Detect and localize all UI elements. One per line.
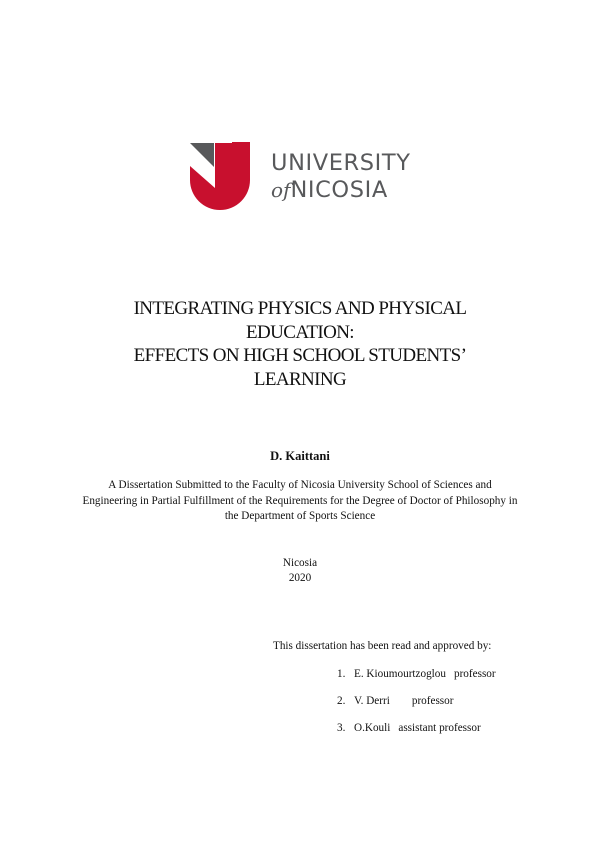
committee-number: 3. xyxy=(337,722,346,734)
committee-member xyxy=(337,668,496,695)
university-logo xyxy=(190,140,420,215)
committee-member-title: professor xyxy=(411,695,454,707)
logo-wordmark xyxy=(271,152,411,201)
logo-second-line xyxy=(271,176,411,203)
approval-statement: This dissertation has been read and approved by: xyxy=(273,640,492,652)
committee-member-name: O.Kouli xyxy=(354,722,391,734)
place-and-year xyxy=(0,556,600,586)
place-city: Nicosia xyxy=(282,557,318,569)
committee-member xyxy=(337,695,496,722)
committee-member xyxy=(337,722,496,749)
title-line: EDUCATION: xyxy=(246,321,354,343)
committee-member-name: V. Derri xyxy=(354,695,390,707)
committee-member-name: E. Kioumourtzoglou xyxy=(354,668,446,680)
author-name: D. Kaittani xyxy=(270,449,330,463)
dissertation-title xyxy=(0,297,600,391)
committee-number: 2. xyxy=(337,695,346,707)
committee-number: 1. xyxy=(337,668,346,680)
logo-nicosia-text: NICOSIA xyxy=(290,176,388,203)
logo-of-text: of xyxy=(271,177,291,202)
place-year: 2020 xyxy=(288,572,312,584)
committee-member-title: assistant professor xyxy=(398,722,481,734)
logo-university-text: UNIVERSITY xyxy=(271,150,411,176)
committee-list xyxy=(337,668,496,749)
title-line: INTEGRATING PHYSICS AND PHYSICAL xyxy=(133,298,467,319)
degree-statement: A Dissertation Submitted to the Faculty of Nicosia University School of Sciences and Engineering in Partial Fulfillment of the Requirements for the Degree of Doctor of Philosophy in the Department of Sports Science xyxy=(82,479,518,522)
title-line: LEARNING xyxy=(253,368,347,390)
committee-member-title: professor xyxy=(453,668,496,680)
logo-mark-icon xyxy=(190,140,260,215)
title-line: EFFECTS ON HIGH SCHOOL STUDENTS’ xyxy=(133,345,467,366)
